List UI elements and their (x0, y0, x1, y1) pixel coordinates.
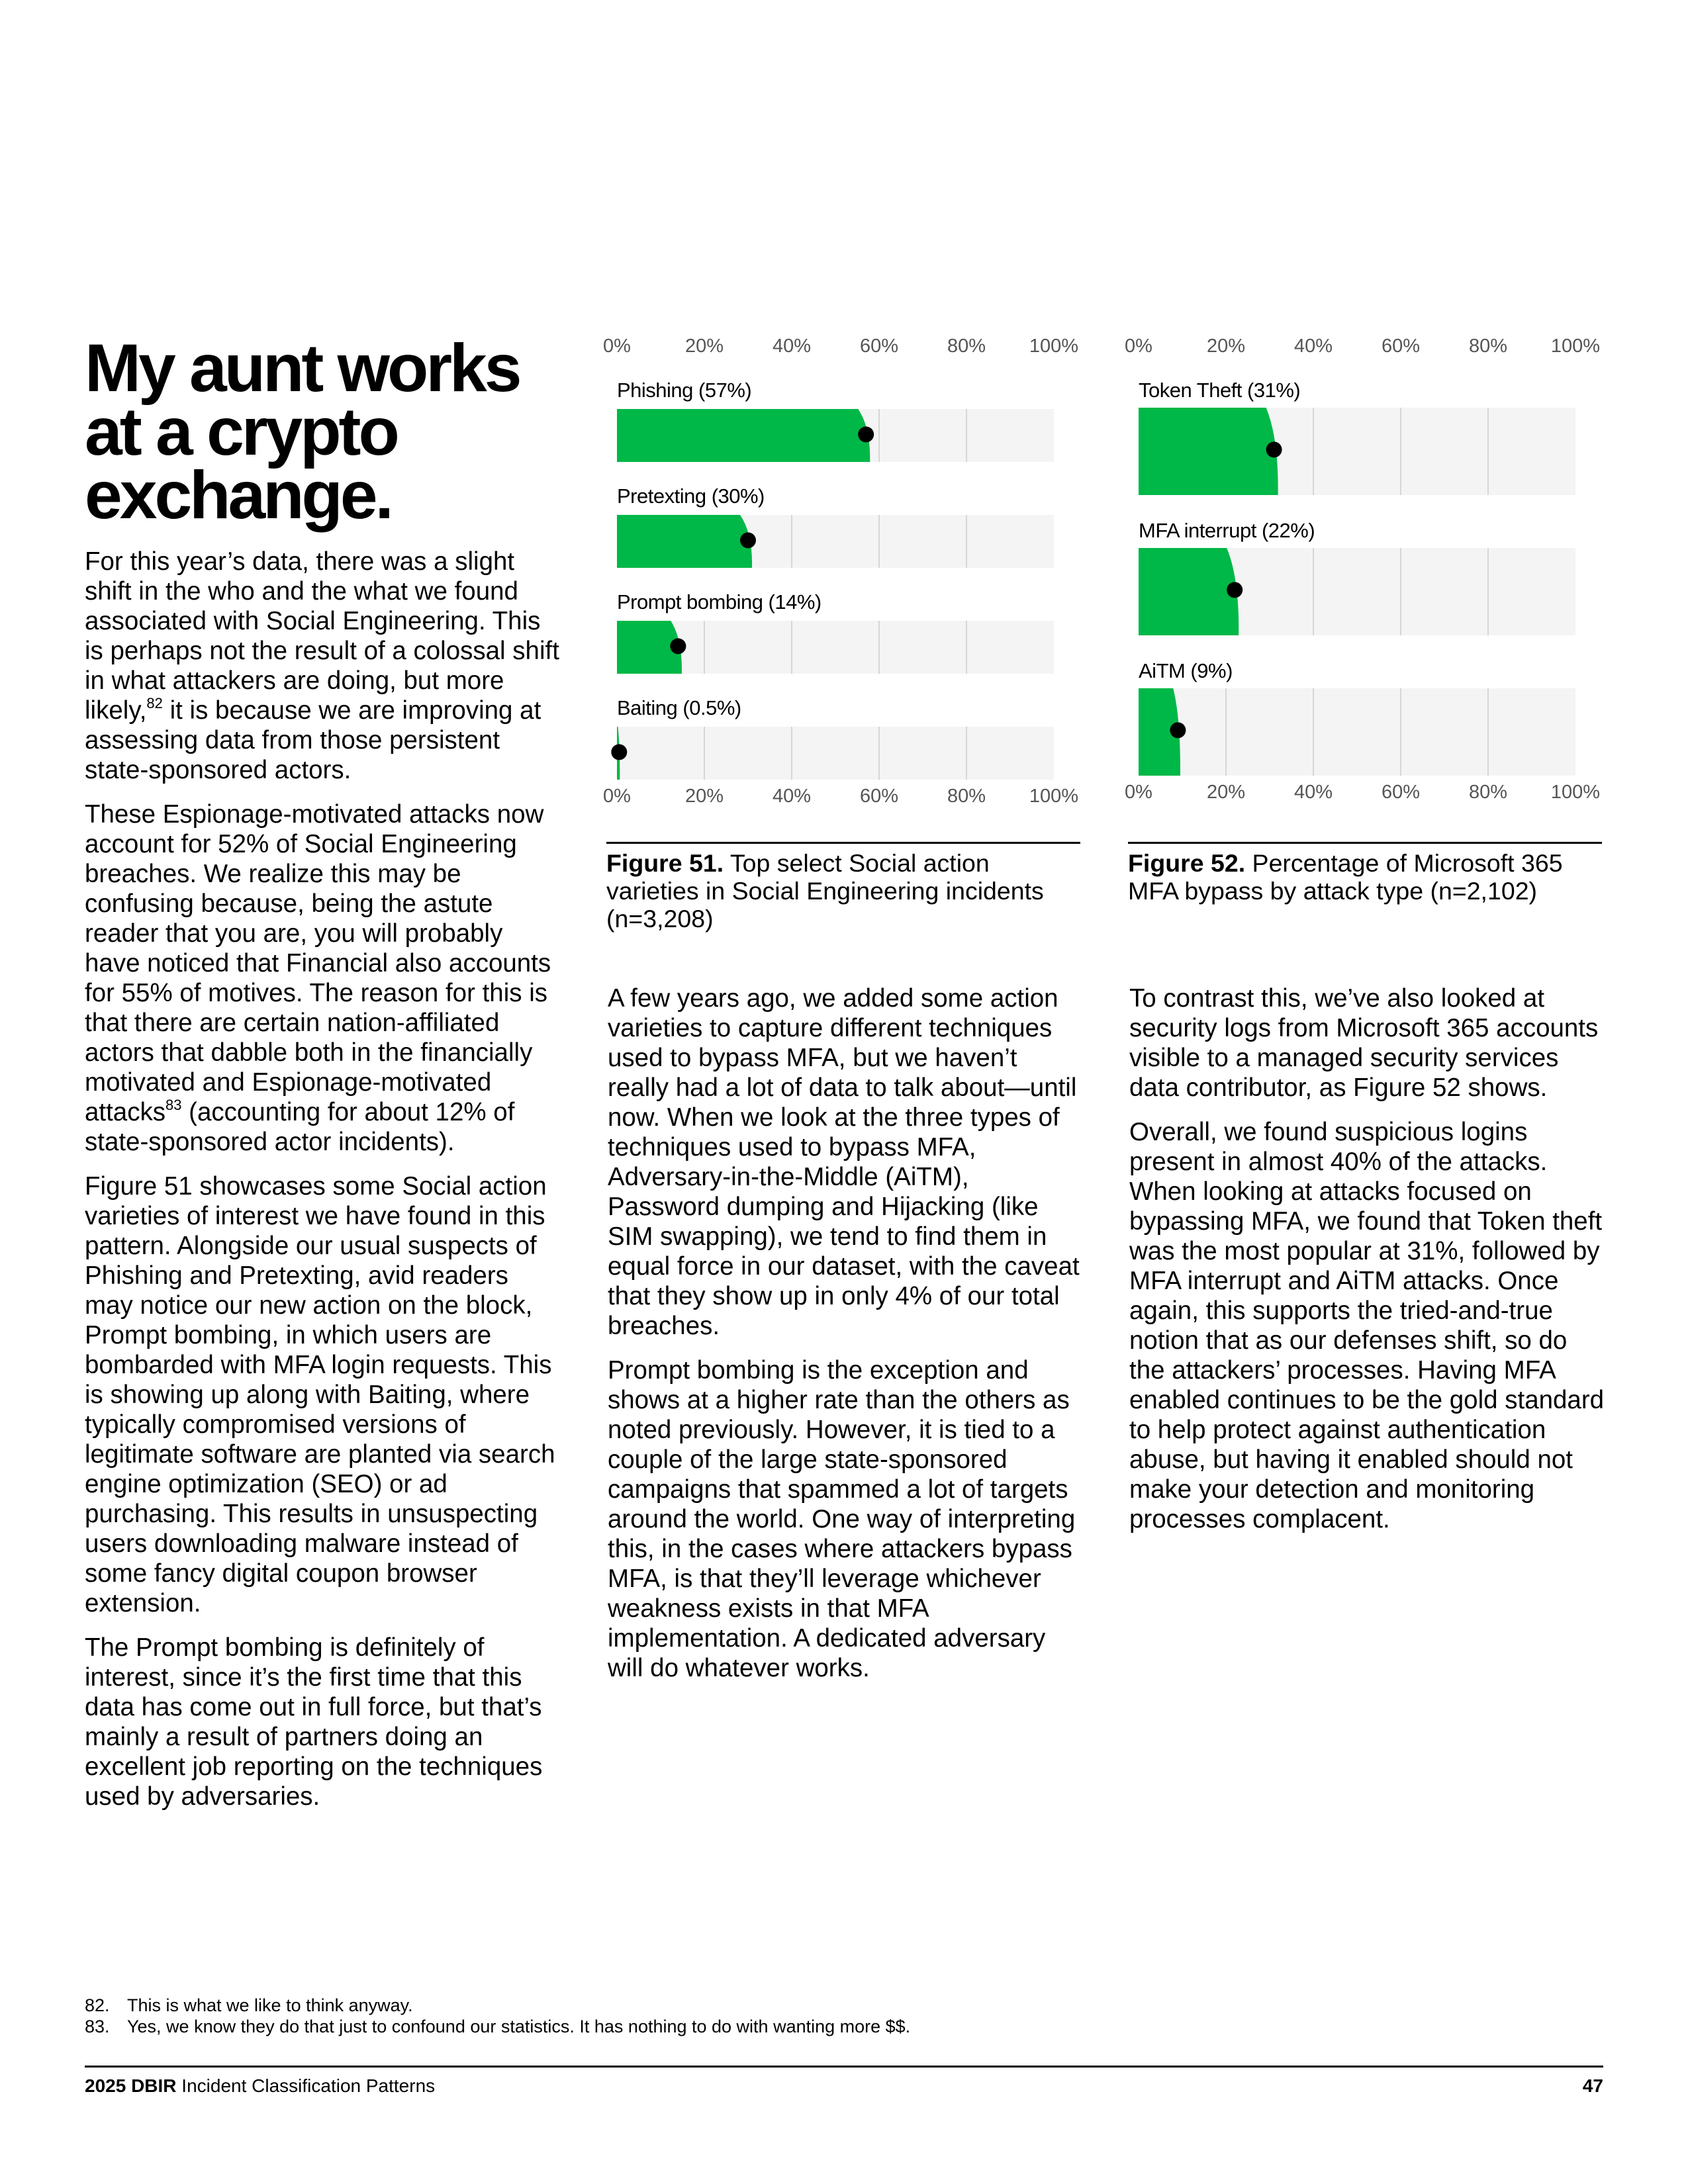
value-marker (670, 638, 686, 654)
value-marker (1266, 441, 1282, 457)
x-tick-label-top: 100% (1029, 336, 1079, 357)
bar-label: AiTM (9%) (1139, 659, 1233, 682)
bar-track (1139, 688, 1575, 776)
x-tick-label-bottom: 60% (859, 786, 899, 807)
x-tick-label-bottom: 100% (1029, 786, 1079, 807)
footer-divider (85, 2066, 1603, 2068)
x-tick-label-bottom: 20% (1206, 782, 1246, 803)
x-tick-label-top: 100% (1550, 336, 1601, 357)
x-tick-label-top: 40% (1293, 336, 1333, 357)
paragraph: These Espionage-motivated attacks now account for 52% of Social Engineering breaches. We realize this may be confusing because, being the astute reader that you are, you will probably have noticed that Financial also accounts for 55% of motives. The reason for this is that there are certain nation-affiliated actors that dabble both in the financially motivated and Espionage-motivated attacks$^{83}$ (accounting for about 12% of state-sponsored actor incidents). (85, 800, 551, 1156)
value-marker (740, 532, 756, 548)
x-tick-label-top: 60% (1381, 336, 1421, 357)
footnote-ref-82[interactable]: 82 (146, 695, 163, 711)
figure-51-chart (596, 331, 1099, 821)
x-tick-label-bottom: 80% (947, 786, 986, 807)
value-marker (1170, 722, 1186, 738)
x-tick-label-top: 20% (1206, 336, 1246, 357)
x-tick-label-bottom: 40% (1293, 782, 1333, 803)
paragraph: The Prompt bombing is definitely of interest, since it’s the first time that this data has come out in full force, but that’s mainly a result of partners doing an excellent job reporting on the techniques used by adversaries. (85, 1633, 543, 1811)
bar (617, 515, 752, 568)
x-tick-label-top: 40% (772, 336, 812, 357)
x-tick-label-bottom: 60% (1381, 782, 1421, 803)
bar-label: Pretexting (30%) (617, 484, 765, 508)
figure-52-chart (1117, 331, 1620, 821)
paragraph: Overall, we found suspicious logins present in almost 40% of the attacks. When looking at attacks focused on bypassing MFA, we found that Token theft was the most popular at 31%, followed by MFA interrupt and AiTM attacks. Once again, this supports the tried-and-true notion that as our defenses shift, so do the attackers’ processes. Having MFA enabled continues to be the gold standard to help protect against authentication abuse, but having it enabled should not make your detection and monitoring processes complacent. (1129, 1118, 1605, 1533)
body-column-1 (85, 547, 561, 1826)
figure-51-caption (606, 842, 1080, 933)
paragraph: To contrast this, we’ve also looked at security logs from Microsoft 365 accounts visible to a managed security services data contributor, as Figure 52 shows. (1129, 984, 1599, 1102)
footnote-ref-83[interactable]: 83 (165, 1097, 182, 1113)
x-tick-label-bottom: 0% (1125, 782, 1152, 803)
x-tick-label-top: 20% (684, 336, 724, 357)
bar-track (617, 727, 1054, 780)
x-tick-label-bottom: 80% (1468, 782, 1508, 803)
body-column-3 (1129, 983, 1606, 1549)
paragraph: For this year’s data, there was a slight shift in the who and the what we found associated with Social Engineering. This is perhaps not the result of a colossal shift in what attackers are doing, but more likely,$^{82}$ it is because we are improving at assessing data from those persistent state-sponsored actors. (85, 547, 559, 784)
x-tick-label-top: 80% (947, 336, 986, 357)
x-tick-label-top: 0% (603, 336, 631, 357)
page-number: 47 (1582, 2075, 1603, 2096)
x-tick-label-bottom: 40% (772, 786, 812, 807)
page-title: My aunt works at a crypto exchange. (85, 330, 520, 533)
footnote-83: 83. Yes, we know they do that just to confound our statistics. It has nothing to do with wanting more $$. (85, 2017, 911, 2036)
x-tick-label-top: 0% (1125, 336, 1152, 357)
body-column-2 (608, 983, 1084, 1698)
footnote-82: 82. This is what we like to think anyway. (85, 1995, 413, 2015)
x-tick-label-top: 60% (859, 336, 899, 357)
value-marker (611, 744, 627, 760)
caption-text: Top select Social action varieties in Social Engineering incidents (n=3,208) (606, 849, 1044, 933)
figure-number: Figure 52. (1128, 849, 1246, 877)
figure-number: Figure 51. (606, 849, 724, 877)
x-tick-label-bottom: 100% (1550, 782, 1601, 803)
bar-label: Baiting (0.5%) (617, 696, 741, 719)
footnotes (85, 1995, 1607, 2037)
bar-label: Phishing (57%) (617, 379, 752, 402)
bar-label: Prompt bombing (14%) (617, 590, 821, 614)
paragraph: Figure 51 showcases some Social action varieties of interest we have found in this pattern. Alongside our usual suspects of Phishing and Pretexting, avid readers may notice our new action on the block, Prompt bombing, in which users are bombarded with MFA login requests. This is showing up along with Baiting, where typically compromised versions of legitimate software are planted via search engine optimization (SEO) or ad purchasing. This results in unsuspecting users downloading malware instead of some fancy digital coupon browser extension. (85, 1172, 555, 1617)
bar-label: Token Theft (31%) (1139, 379, 1301, 402)
figure-52-caption (1128, 842, 1602, 905)
value-marker (1227, 582, 1243, 598)
x-tick-label-bottom: 0% (603, 786, 631, 807)
caption-text: Percentage of Microsoft 365 MFA bypass by attack type (n=2,102) (1128, 849, 1563, 905)
x-tick-label-top: 80% (1468, 336, 1508, 357)
value-marker (858, 426, 874, 442)
paragraph: A few years ago, we added some action varieties to capture different techniques used to bypass MFA, but we haven’t really had a lot of data to talk about—until now. When we look at the three types of techniques used to bypass MFA, Adversary-in-the-Middle (AiTM), Password dumping and Hijacking (like SIM swapping), we tend to find them in equal force in our dataset, with the caveat that they show up in only 4% of our total breaches. (608, 984, 1080, 1340)
bar (617, 409, 870, 462)
bar (1139, 548, 1239, 635)
paragraph: Prompt bombing is the exception and shows at a higher rate than the others as noted previously. However, it is tied to a couple of the large state-sponsored campaigns that spammed a lot of targets around the world. One way of interpreting this, in the cases where attackers bypass MFA, is that they’ll leverage whichever weakness exists in that MFA implementation. A dedicated adversary will do whatever works. (608, 1356, 1076, 1682)
x-tick-label-bottom: 20% (684, 786, 724, 807)
bar (1139, 408, 1278, 495)
footer-report-title: 2025 DBIR Incident Classification Patterns (85, 2075, 436, 2096)
bar-label: MFA interrupt (22%) (1139, 519, 1315, 542)
